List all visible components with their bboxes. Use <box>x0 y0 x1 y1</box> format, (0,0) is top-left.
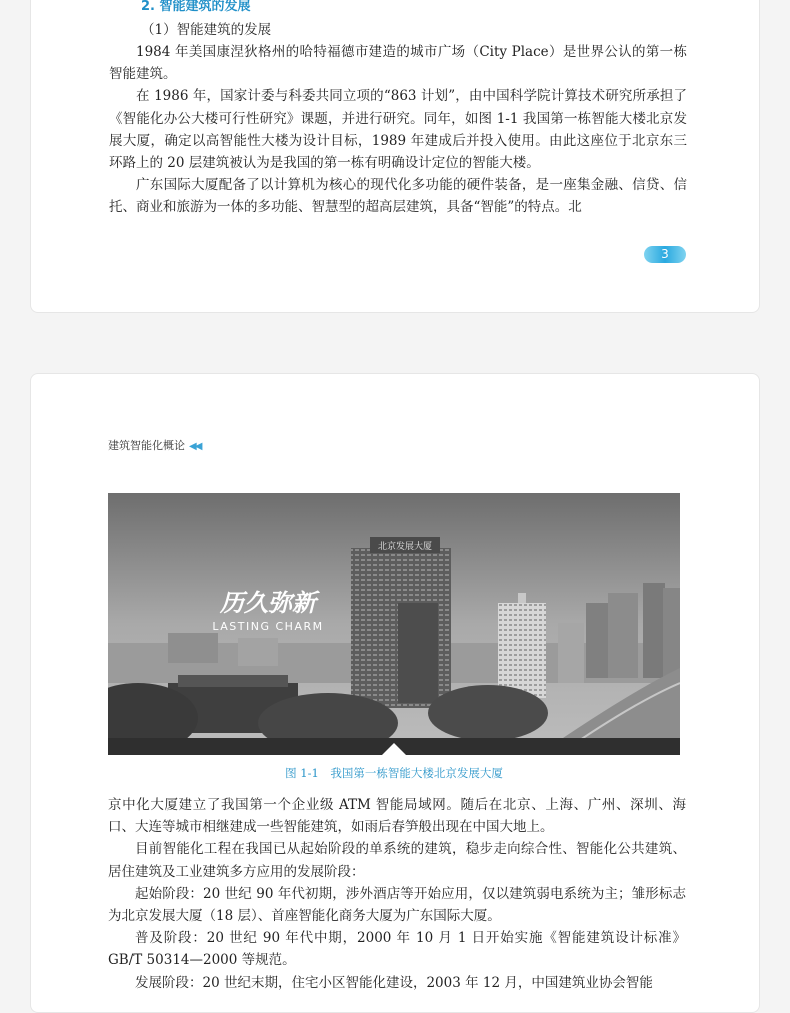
building-sign: 北京发展大厦 <box>377 542 433 552</box>
paragraph: 京中化大厦建立了我国第一个企业级 ATM 智能局域网。随后在北京、上海、广州、深圳、海口、大连等城市相继建成一些智能建筑，如雨后春笋般出现在中国大地上。 <box>108 797 686 836</box>
paragraph: 普及阶段：20 世纪 90 年代中期，2000 年 10 月 1 日开始实施《智能建筑设计标准》GB/T 50314—2000 等规范。 <box>108 930 686 969</box>
figure-building-photo <box>108 493 680 755</box>
running-header <box>108 437 200 453</box>
paragraph: 在 1986 年，国家计委与科委共同立项的“863 计划”，由中国科学院计算技术研究所承担了《智能化办公大楼可行性研究》课题，并进行研究。同年，如图 1-1 我国第一栋智能大楼北京发展大厦，确定以高智能性大楼为设计目标，1989 年建成后并投入使用。由此这座位于北京东三环路上的 20 层建筑被认为是我国的第一栋有明确设计定位的智能大楼。 <box>109 88 687 172</box>
page-number-badge: 3 <box>644 246 686 263</box>
page-3-body <box>109 0 687 219</box>
page-4-body <box>108 794 686 994</box>
running-header-title: 建筑智能化概论 <box>108 439 185 452</box>
paragraph: 广东国际大厦配备了以计算机为核心的现代化多功能的硬件装备，是一座集金融、信贷、信托、商业和旅游为一体的多功能、智慧型的超高层建筑，具备“智能”的特点。北 <box>109 177 687 216</box>
sub-heading: （1）智能建筑的发展 <box>141 22 272 38</box>
paragraph: 目前智能化工程在我国已从起始阶段的单系统的建筑，稳步走向综合性、智能化公共建筑、居住建筑及工业建筑多方应用的发展阶段： <box>108 841 686 880</box>
page-4 <box>30 373 760 1013</box>
overlay-title: 历久弥新 <box>220 588 316 617</box>
building-photo <box>108 493 680 755</box>
page-3 <box>30 0 760 313</box>
paragraph: 1984 年美国康涅狄格州的哈特福德市建造的城市广场（City Place）是世界公认的第一栋智能建筑。 <box>109 44 687 83</box>
overlay-subtitle: LASTING CHARM <box>212 620 324 633</box>
figure-caption: 图 1-1 我国第一栋智能大楼北京发展大厦 <box>285 766 503 780</box>
paragraph: 起始阶段：20 世纪 90 年代初期，涉外酒店等开始应用，仅以建筑弱电系统为主；雏形标志为北京发展大厦（18 层）、首座智能化商务大厦为广东国际大厦。 <box>108 885 686 925</box>
double-arrow-left-icon: ◀◀ <box>189 441 201 452</box>
paragraph: 发展阶段：20 世纪末期，住宅小区智能化建设，2003 年 12 月，中国建筑业协会智能 <box>135 974 653 991</box>
section-heading: 2. 智能建筑的发展 <box>141 0 251 14</box>
